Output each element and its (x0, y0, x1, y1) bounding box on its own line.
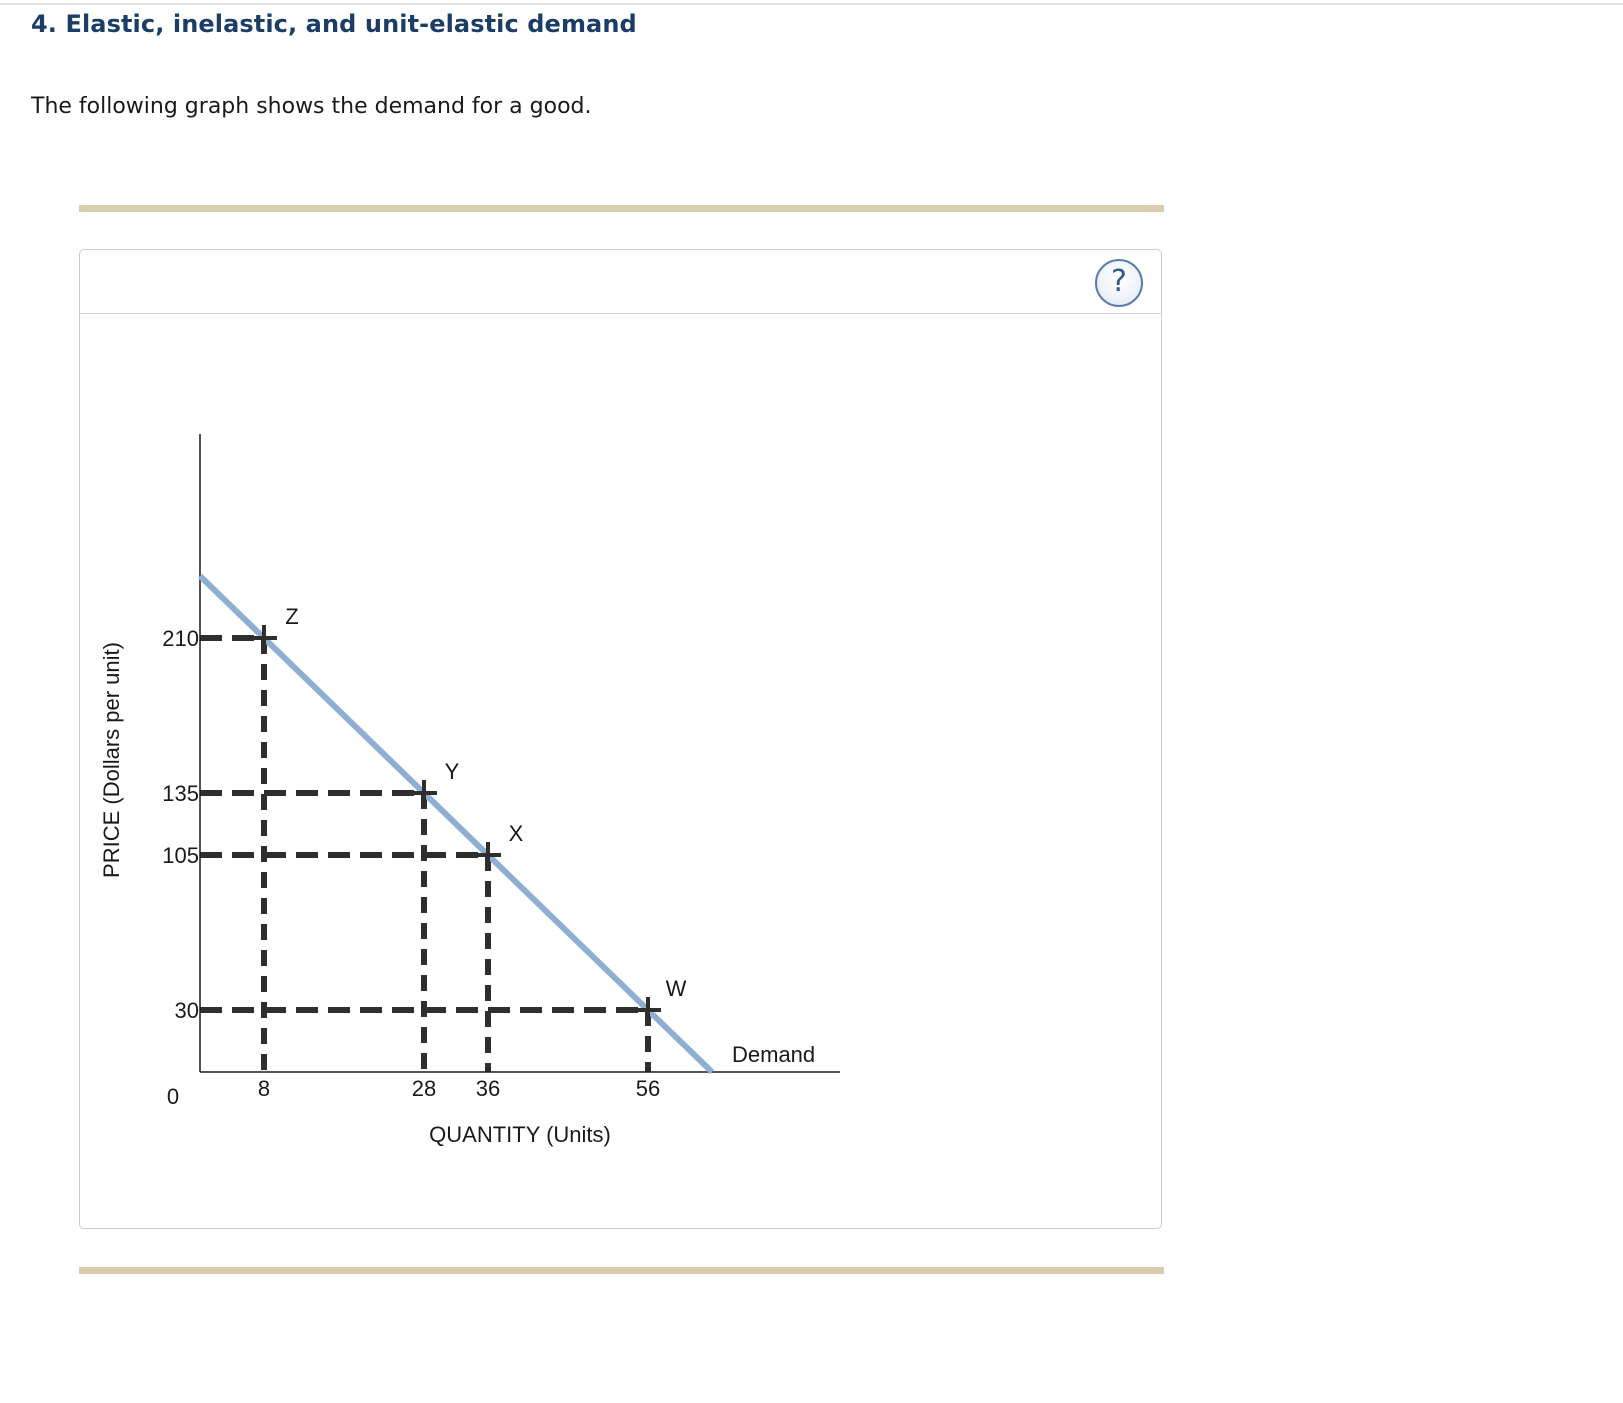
graph-bottom-rule (79, 1267, 1164, 1274)
y-tick-label-210: 210 (162, 625, 199, 651)
y-tick-label-105: 105 (162, 842, 199, 868)
x-tick-label-28: 28 (411, 1076, 437, 1101)
help-glyph: ? (1111, 264, 1127, 299)
y-axis-label: PRICE (Dollars per unit) (99, 642, 124, 878)
point-z-label: Z (285, 603, 299, 629)
demand-curve (200, 576, 712, 1072)
chart-axes (200, 434, 840, 1072)
x-tick-label-56: 56 (635, 1076, 661, 1101)
question-intro: The following graph shows the demand for a good. (31, 94, 592, 119)
series-label-demand: Demand (732, 1042, 816, 1067)
point-w-label: W (665, 975, 687, 1001)
question-heading: 4. Elastic, inelastic, and unit-elastic demand (31, 10, 637, 38)
y-tick-label-135: 135 (162, 780, 199, 806)
guide-lines (200, 638, 648, 1072)
x-axis-label: QUANTITY (Units) (429, 1122, 611, 1147)
x-tick-label-8: 8 (257, 1076, 271, 1101)
origin-label: 0 (166, 1084, 180, 1109)
y-tick-label-30: 30 (174, 997, 199, 1023)
x-tick-label-36: 36 (475, 1076, 501, 1101)
point-y-label: Y (444, 758, 460, 784)
demand-curve-group (200, 576, 712, 1072)
point-x-label: X (508, 820, 524, 846)
